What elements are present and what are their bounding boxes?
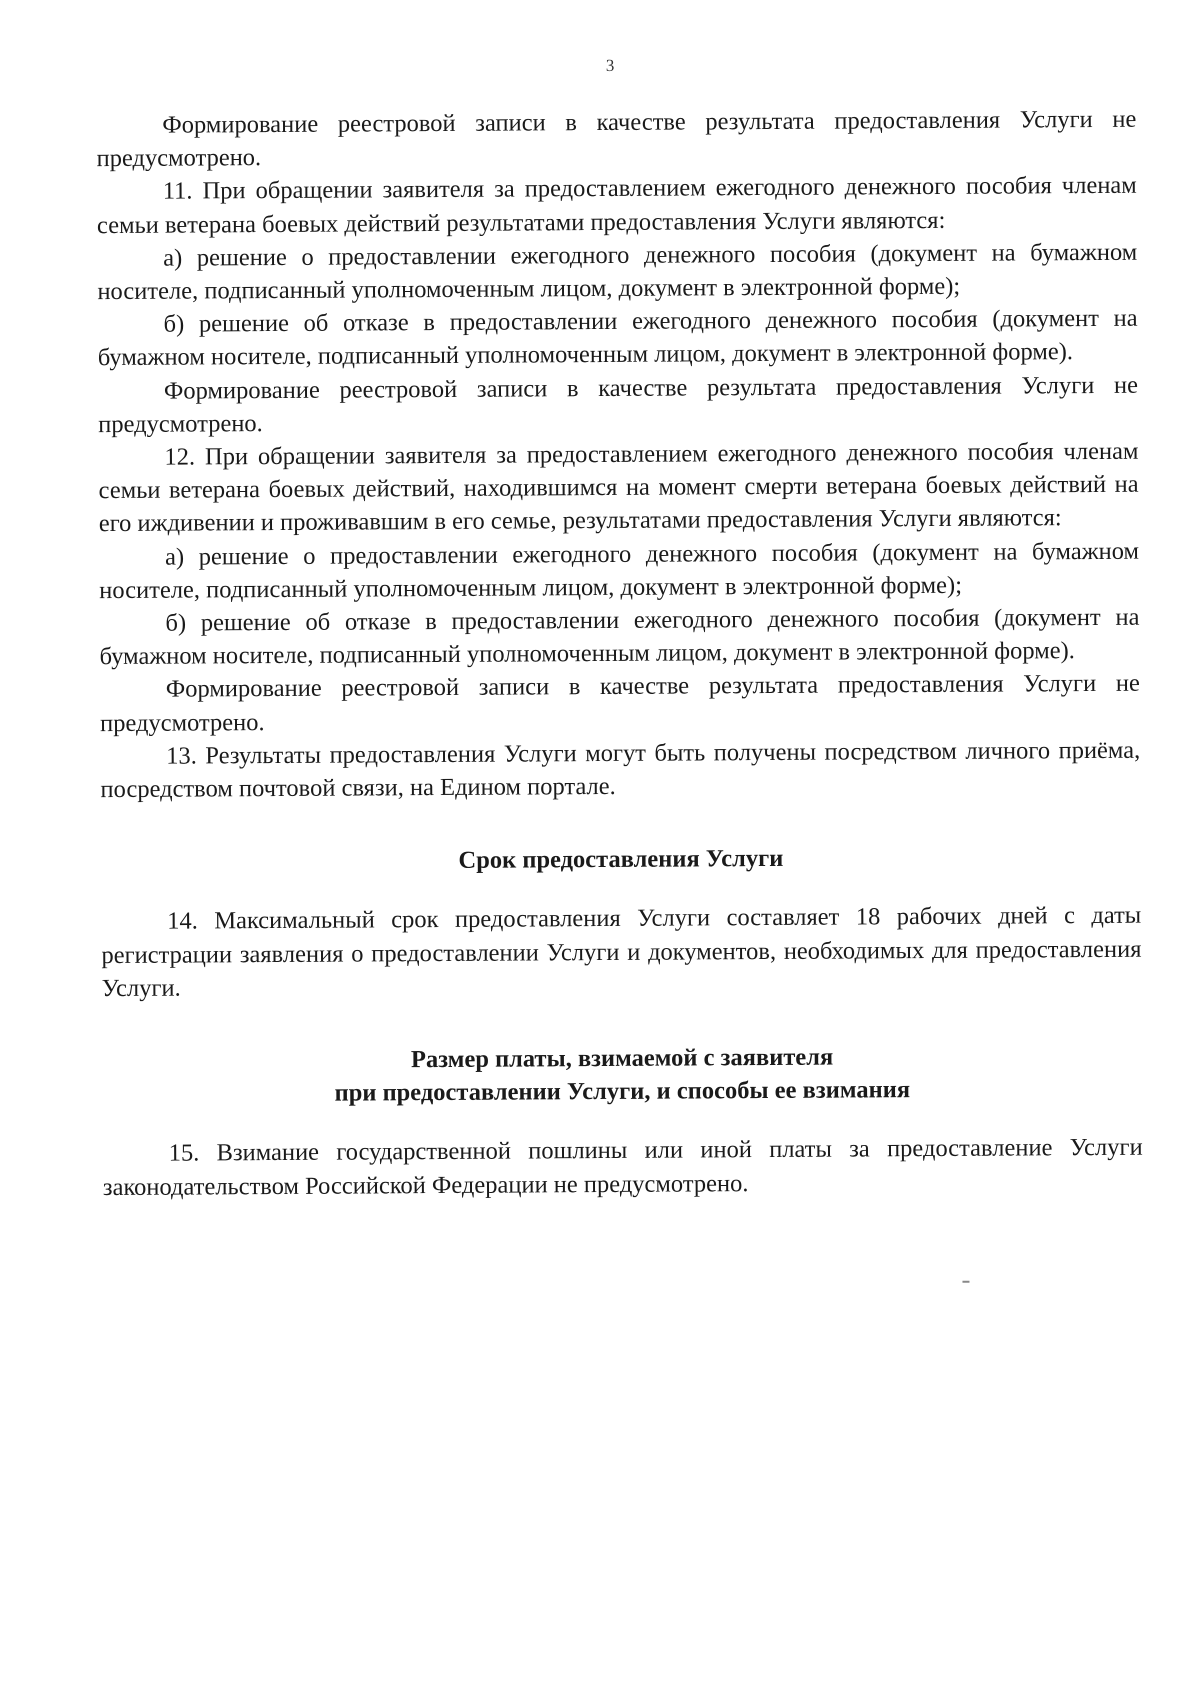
paragraph-13: 13. Результаты предоставления Услуги могут быть получены посредством личного приёма, посредством почтовой связи, на Едином портале. <box>100 736 1141 804</box>
paragraph-12: 12. При обращении заявителя за предоставлением ежегодного денежного пособия членам семьи ветерана боевых действий, находившимся на момент смерти ветерана боевых действий на его иждивении и проживавшим в его семье, результатами предоставления Услуги являются: <box>98 437 1139 538</box>
paragraph-registry-note-3: Формирование реестровой записи в качестве результата предоставления Услуги не предусмотрено. <box>99 670 1140 737</box>
paragraph-15: 15. Взимание государственной пошлины или иной платы за предоставление Услуги законодательством Российской Федерации не предусмотрено. <box>102 1134 1143 1201</box>
paragraph-registry-note-1: Формирование реестровой записи в качестве результата предоставления Услуги не предусмотрено. <box>96 105 1137 173</box>
paragraph-14: 14. Максимальный срок предоставления Услуги составляет 18 рабочих дней с даты регистрации заявления о предоставлении Услуги и документов, необходимых для предоставления Услуги. <box>101 902 1142 1002</box>
paragraph-12-a: а) решение о предоставлении ежегодного денежного пособия (документ на бумажном носителе, подписанный уполномоченным лицом, документ в электронной форме); <box>99 537 1140 604</box>
section-heading-plata <box>102 1039 1142 1112</box>
paragraph-12-b: б) решение об отказе в предоставлении ежегодного денежного пособия (документ на бумажном носителе, подписанный уполномоченным лицом, документ в электронной форме). <box>99 603 1140 671</box>
page-number: 3 <box>605 55 615 75</box>
section-heading-srok: Срок предоставления Услуги <box>458 845 784 875</box>
paragraph-registry-note-2: Формирование реестровой записи в качестве результата предоставления Услуги не предусмотрено. <box>98 371 1139 438</box>
document-body <box>96 103 1143 1204</box>
section-heading-plata-line1: Размер платы, взимаемой с заявителя <box>410 1043 834 1074</box>
paragraph-11-b: б) решение об отказе в предоставлении ежегодного денежного пособия (документ на бумажном носителе, подписанный уполномоченным лицом, документ в электронной форме). <box>97 304 1138 372</box>
section-heading-plata-line2: при предоставлении Услуги, и способы ее взимания <box>334 1076 911 1107</box>
paragraph-11: 11. При обращении заявителя за предоставлением ежегодного денежного пособия членам семьи ветерана боевых действий результатами предоставления Услуги являются: <box>96 172 1137 239</box>
paragraph-11-a: а) решение о предоставлении ежегодного денежного пособия (документ на бумажном носителе, подписанный уполномоченным лицом, документ в электронной форме); <box>97 238 1138 306</box>
scan-speck <box>962 1281 969 1283</box>
